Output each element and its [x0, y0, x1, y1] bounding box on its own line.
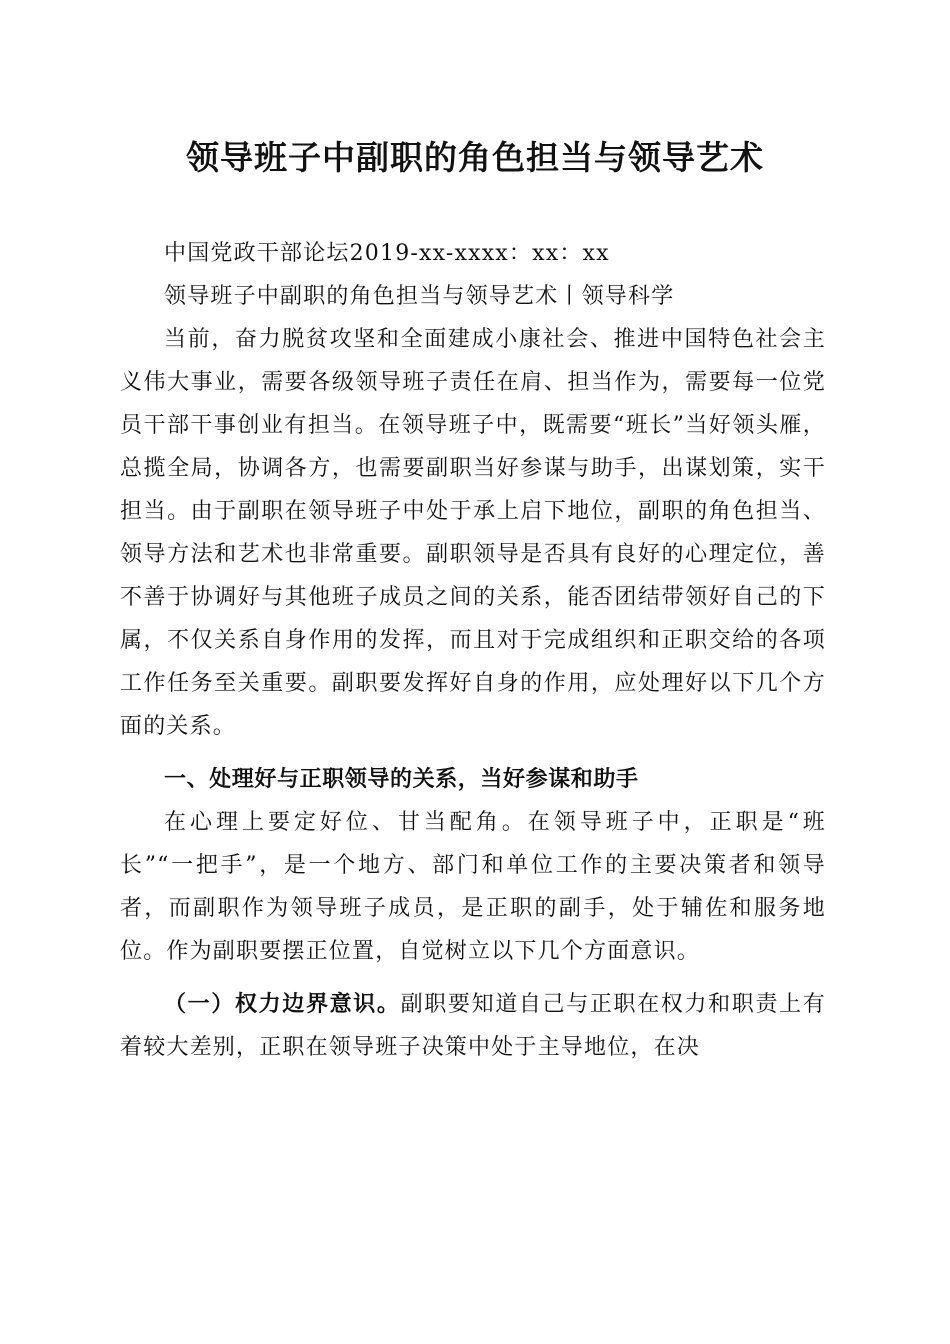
document-title: 领导班子中副职的角色担当与领导艺术: [186, 138, 764, 177]
paragraph-3-lead: （一）权力边界意识。: [164, 991, 401, 1017]
section-heading-1: 一、处理好与正职领导的关系，当好参谋和助手: [164, 767, 639, 792]
intro-paragraph: 当前，奋力脱贫攻坚和全面建成小康社会、推进中国特色社会主义伟大事业，需要各级领导班子责任在肩、担当作为，需要每一位党员干部干事创业有担当。在领导班子中，既需要“班长”当好领头雁，总揽全局，协调各方，也需要副职当好参谋与助手，出谋划策，实干担当。由于副职在领导班子中处于承上启下地位，副职的角色担当、领导方法和艺术也非常重要。副职领导是否具有良好的心理定位，善不善于协调好与其他班子成员之间的关系，能否团结带领好自己的下属，不仅关系自身作用的发挥，而且对于完成组织和正职交给的各项工作任务至关重要。副职要发挥好自身的作用，应处理好以下几个方面的关系。: [120, 327, 826, 739]
paragraph-3: [120, 983, 826, 1069]
paragraph-2: 在心理上要定好位、甘当配角。在领导班子中，正职是“班长”“一把手”，是一个地方、部门和单位工作的主要决策者和领导者，而副职作为领导班子成员，是正职的副手，处于辅佐和服务地位。作为副职要摆正位置，自觉树立以下几个方面意识。: [120, 810, 826, 964]
document-body: [120, 232, 826, 1069]
paragraph-3-text: 副职要知道自己与正职在权力和职责上有着较大差别，正职在领导班子决策中处于主导地位，在决: [120, 992, 826, 1060]
subtitle-line: 领导班子中副职的角色担当与领导艺术丨领导科学: [164, 284, 675, 309]
source-line: 中国党政干部论坛2019-xx-xxxx：xx：xx: [164, 241, 610, 266]
